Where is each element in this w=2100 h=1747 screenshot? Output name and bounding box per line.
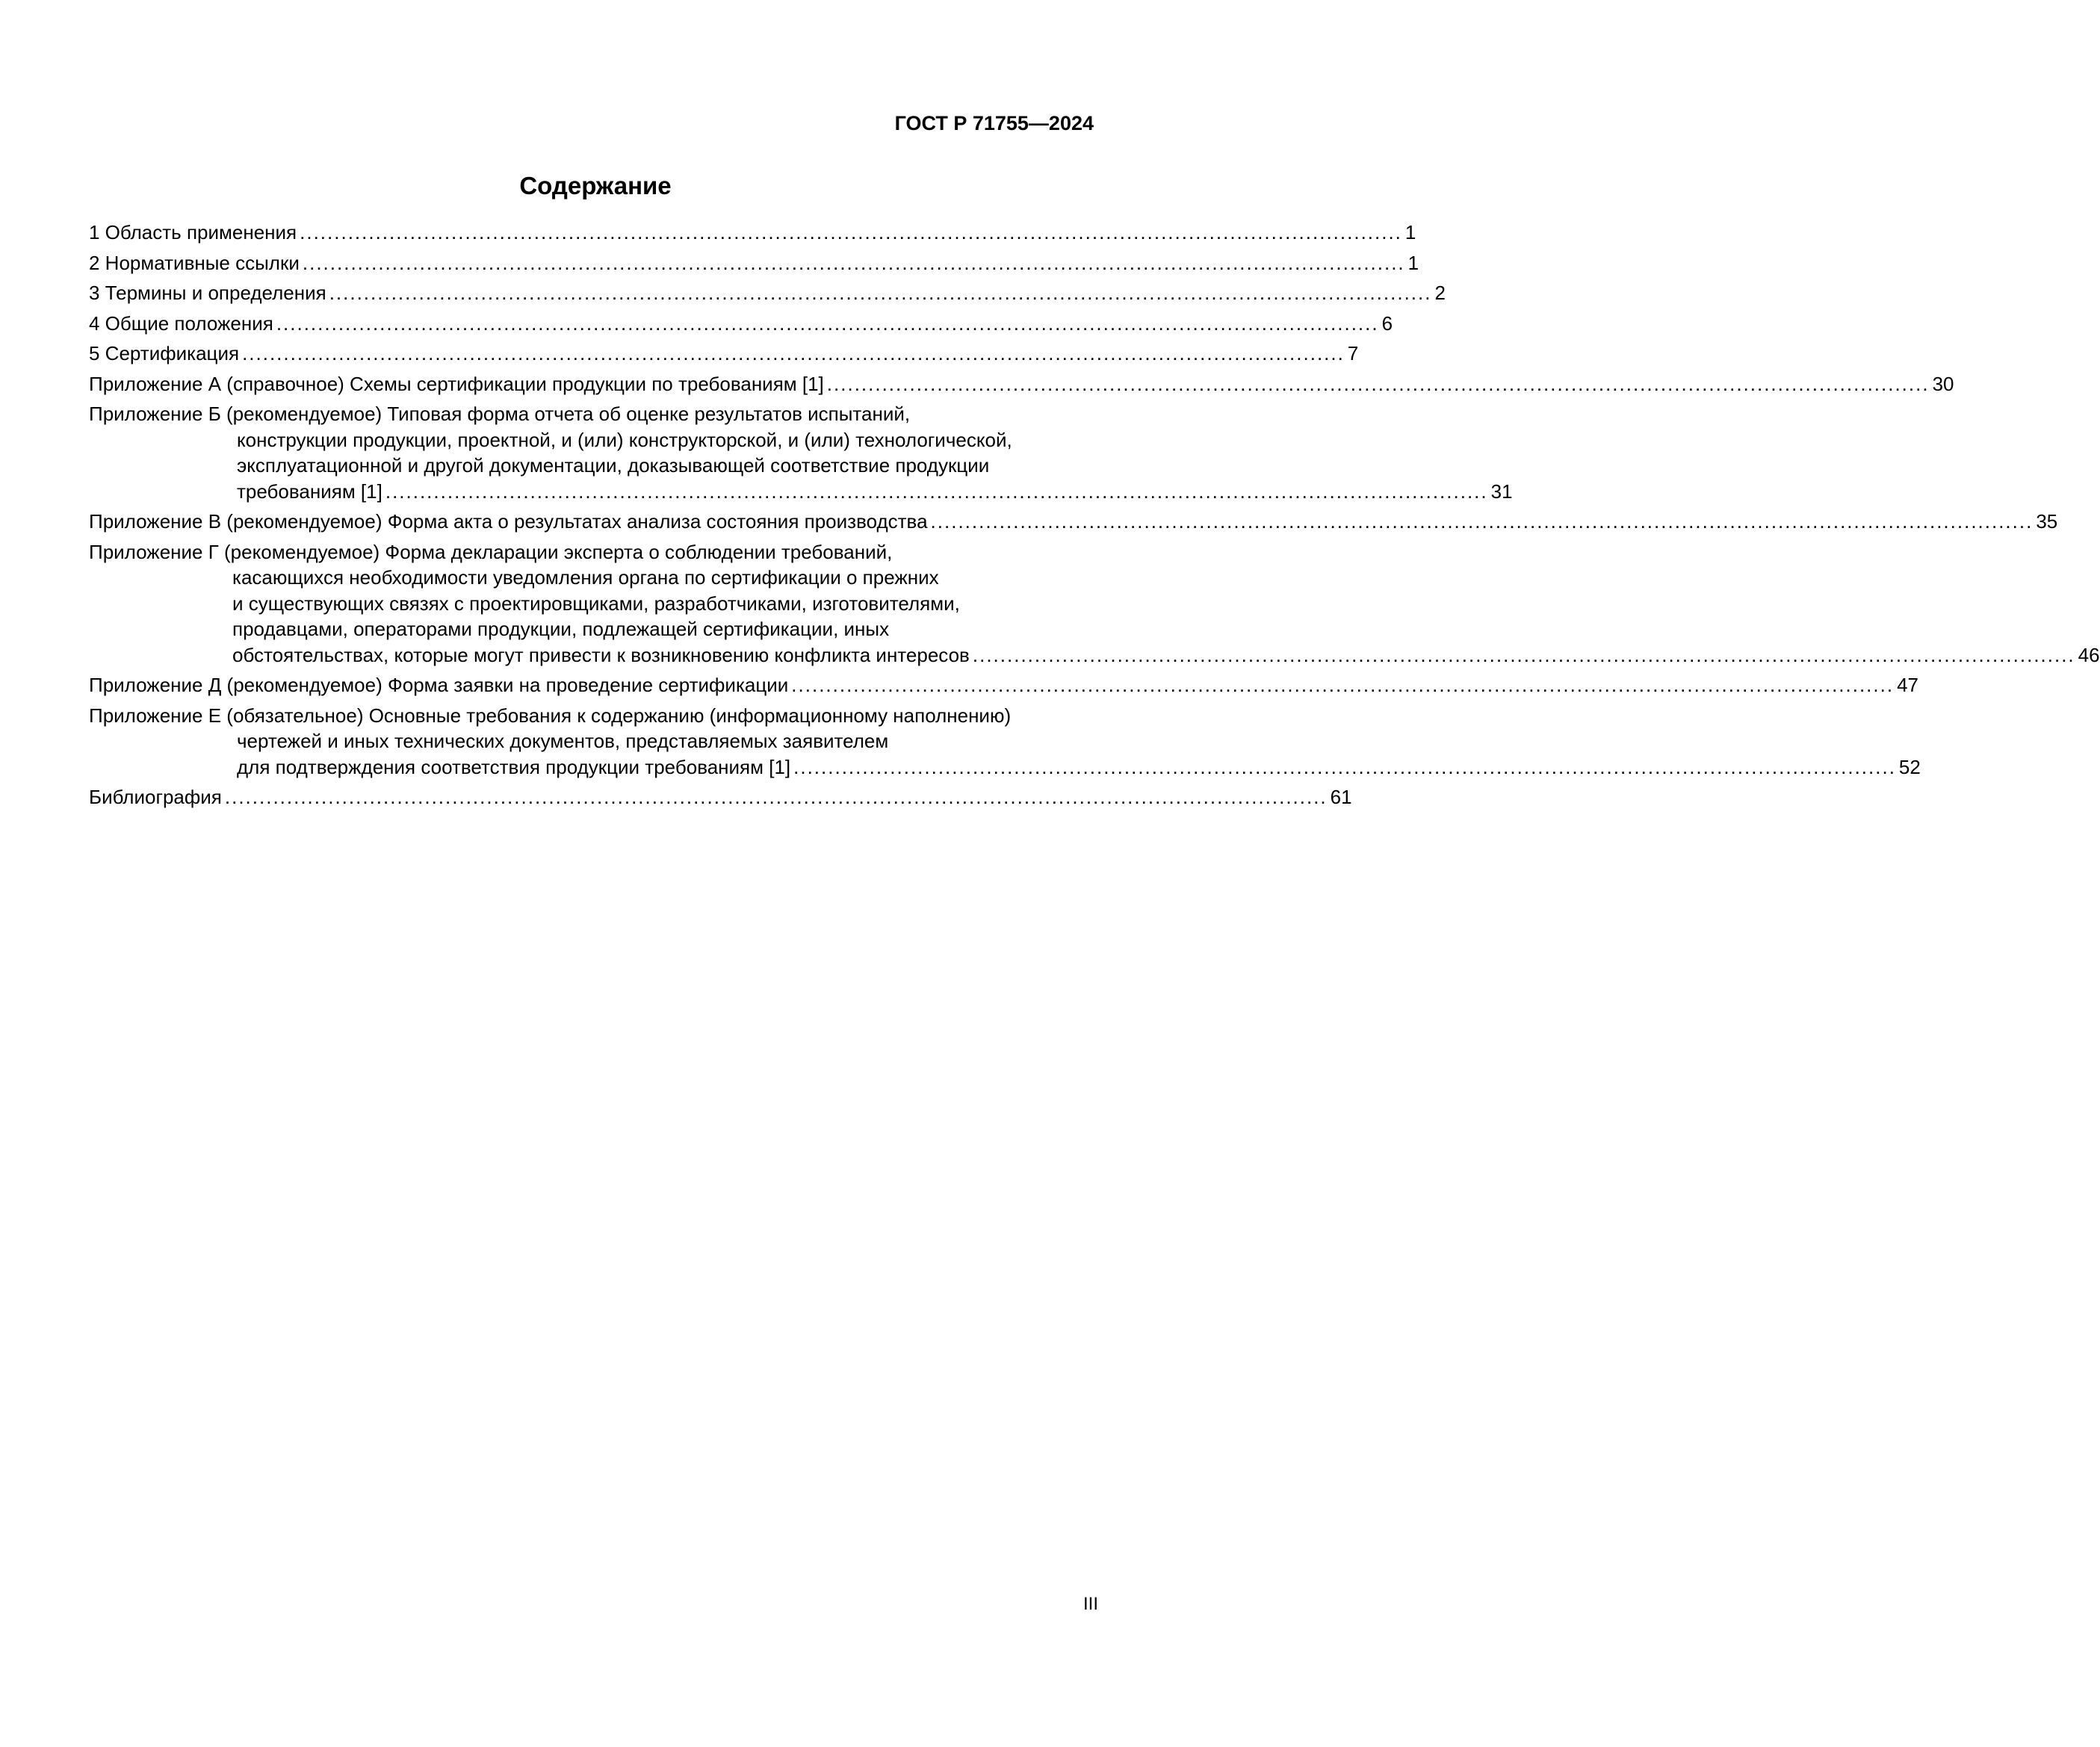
toc-page-number: 47 [1897,674,1918,696]
page-number: III [1083,1594,1099,1614]
toc-leader-dots: ................................................................................................................................................................ [793,755,1896,778]
toc-entry-scope[interactable] [89,220,1416,246]
toc-leader-dots: ................................................................................................................................................................ [826,372,1930,395]
toc-page-number: 52 [1898,755,1921,778]
toc-entry-text: обстоятельствах, которые могут привести к возникновению конфликта интересов [232,643,970,666]
toc-page-number: 6 [1381,311,1393,335]
toc-leader-dots: ................................................................................................................................................................ [385,480,1488,503]
toc-leader-dots: ................................................................................................................................................................ [300,221,1402,243]
toc-entry-text: требованиям [1] [237,480,382,503]
toc-entry-appendix-a[interactable] [89,371,1954,397]
toc-page-number: 7 [1347,342,1359,364]
table-of-contents [89,220,2100,810]
toc-entry-text: Приложение Г (рекомендуемое) Форма декларации эксперта о соблюдении требований, [89,540,893,563]
toc-entry-text: Приложение В (рекомендуемое) Форма акта о результатах анализа состояния производства [89,510,928,533]
toc-title: Содержание [519,172,672,199]
toc-entry-text: Библиография [89,786,222,808]
toc-leader-dots: ................................................................................................................................................................ [972,643,2075,666]
toc-page-number: 46 [2078,643,2100,666]
toc-entry-text: 1 Область применения [89,221,297,243]
toc-entry-text: конструкции продукции, проектной, и (или) конструкторской, и (или) технологической, [237,428,1012,451]
toc-page-number: 35 [2036,510,2058,533]
toc-entry-text: 3 Термины и определения [89,282,326,304]
toc-entry-bibliography[interactable] [89,784,1352,810]
toc-leader-dots: ................................................................................................................................................................ [791,674,1895,696]
toc-page-number: 61 [1330,786,1352,808]
toc-entry-certification[interactable] [89,341,1359,367]
toc-leader-dots: ................................................................................................................................................................ [224,786,1328,808]
toc-entry-general[interactable] [89,311,1393,337]
toc-page-number: 1 [1404,221,1416,243]
toc-entry-text: Приложение А (справочное) Схемы сертификации продукции по требованиям [1] [89,372,824,395]
toc-entry-text: Приложение Е (обязательное) Основные требования к содержанию (информационному наполнению) [89,704,1012,727]
toc-entry-text: Приложение Д (рекомендуемое) Форма заявки на проведение сертификации [89,674,789,696]
toc-entry-text: 2 Нормативные ссылки [89,251,300,274]
toc-entry-text: 4 Общие положения [89,311,273,335]
toc-leader-dots: ................................................................................................................................................................ [302,251,1405,274]
toc-page-number: 31 [1490,480,1513,503]
toc-entry-text: 5 Сертификация [89,342,240,364]
toc-entry-text: продавцами, операторами продукции, подлежащей сертификации, иных [232,618,890,640]
toc-entry-text: Приложение Б (рекомендуемое) Типовая форма отчета об оценке результатов испытаний, [89,403,911,425]
toc-entry-appendix-v[interactable] [89,509,2058,535]
toc-entry-text: эксплуатационной и другой документации, доказывающей соответствие продукции [237,454,990,477]
toc-page-number: 30 [1932,372,1954,395]
toc-entry-text: и существующих связях с проектировщиками, разработчиками, изготовителями, [232,592,960,615]
toc-entry-text: касающихся необходимости уведомления органа по сертификации о прежних [232,566,939,589]
toc-entry-text: чертежей и иных технических документов, представляемых заявителем [237,730,889,752]
toc-leader-dots: ................................................................................................................................................................ [930,510,2034,533]
document-code: ГОСТ Р 71755—2024 [894,112,1094,134]
toc-entry-appendix-d[interactable] [89,672,1918,698]
toc-entry-appendix-e[interactable] [89,703,1921,781]
toc-entry-normative-references[interactable] [89,250,1419,276]
toc-page-number: 1 [1407,251,1419,274]
toc-entry-appendix-g[interactable] [89,539,2100,668]
toc-leader-dots: ................................................................................................................................................................ [242,342,1345,364]
toc-entry-terms[interactable] [89,280,1446,306]
toc-page-number: 2 [1434,282,1446,304]
toc-entry-text: для подтверждения соответствия продукции требованиям [1] [237,755,791,778]
toc-leader-dots: ................................................................................................................................................................ [329,282,1432,304]
toc-entry-appendix-b[interactable] [89,401,1513,504]
toc-leader-dots: ................................................................................................................................................................ [276,311,1379,335]
